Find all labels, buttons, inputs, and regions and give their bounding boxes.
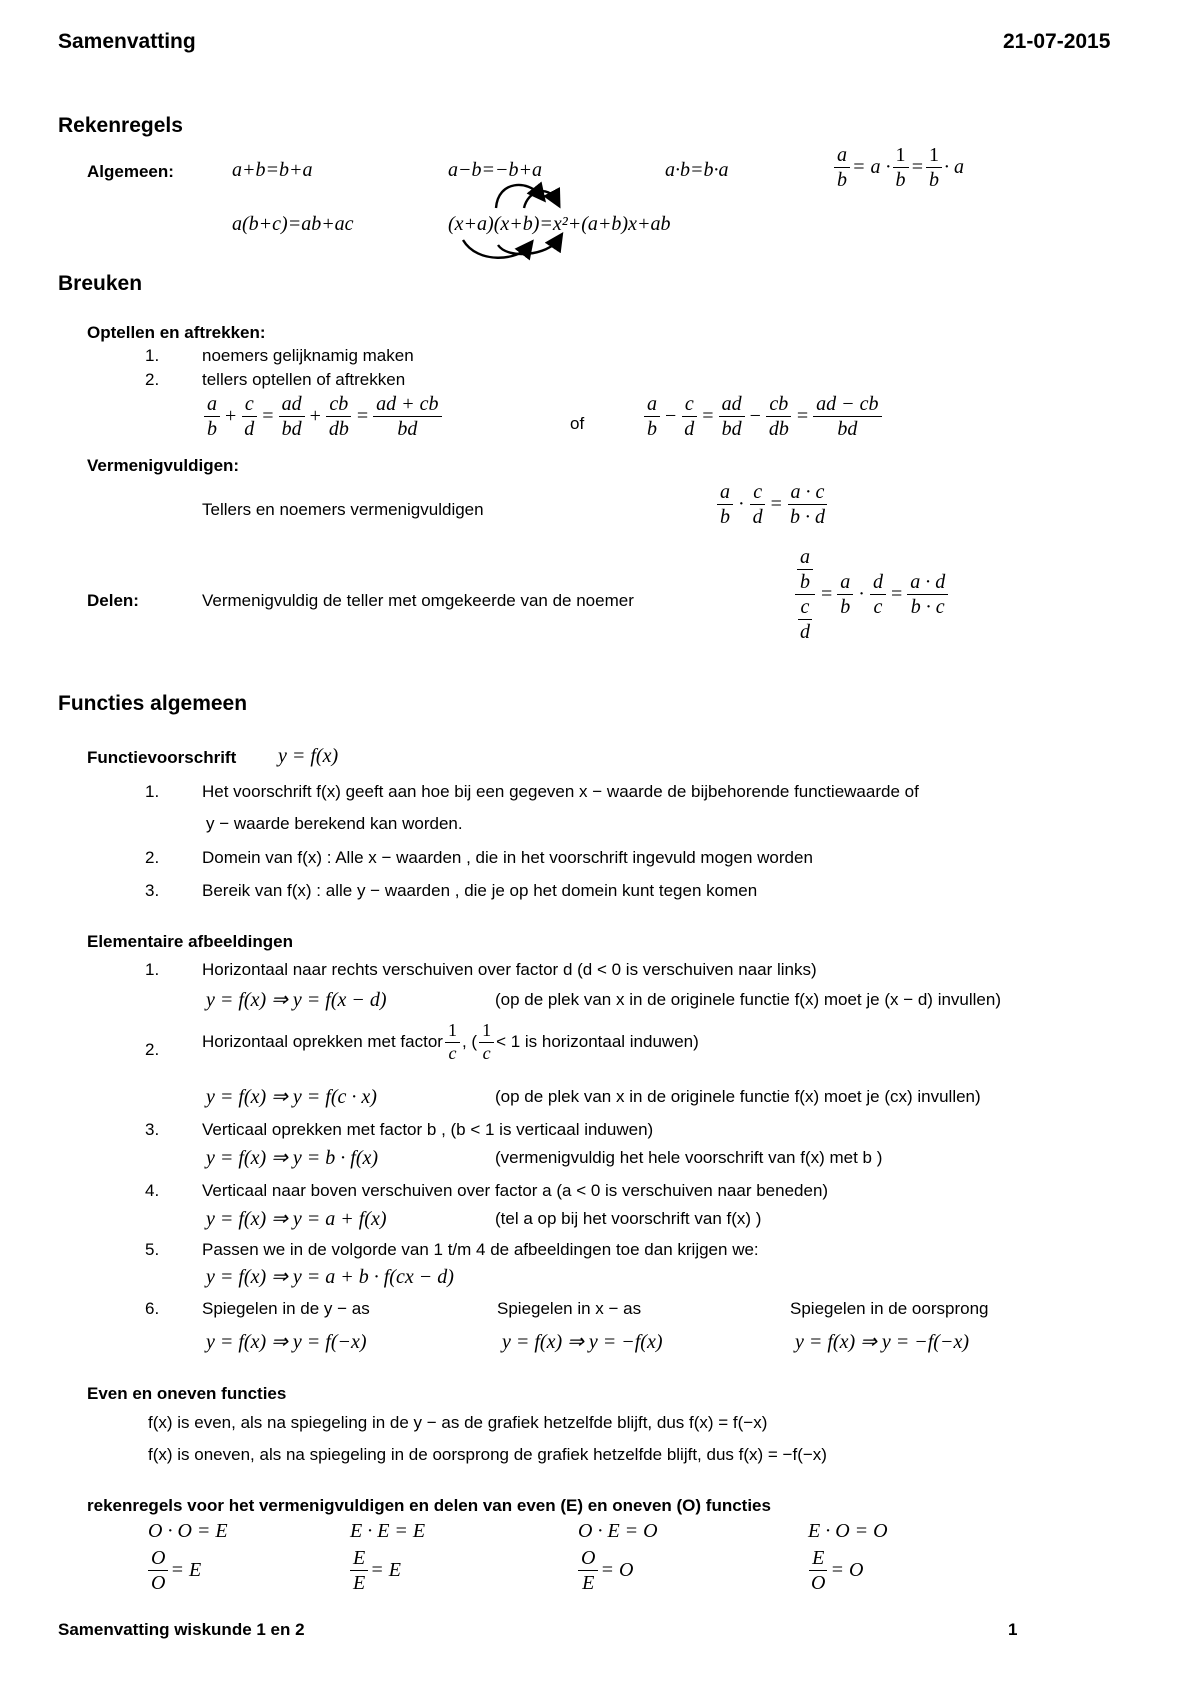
voorschrift-item-number-2: 2.: [145, 848, 160, 867]
afb-formula-2: y = f(x) ⇒ y = f(c · x): [206, 1086, 377, 1108]
step-number-2: 2.: [145, 370, 160, 389]
afb-text-3: Verticaal oprekken met factor b , (b < 1 is verticaal induwen): [202, 1120, 654, 1139]
vermenigvuldigen-text: Tellers en noemers vermenigvuldigen: [202, 500, 484, 519]
afb-text-6c: Spiegelen in de oorsprong: [790, 1299, 989, 1318]
of-label: of: [570, 414, 585, 433]
afb-text-1: Horizontaal naar rechts verschuiven over factor d (d < 0 is verschuiven naar links): [202, 960, 817, 979]
page-header-date: 21-07-2015: [1003, 30, 1111, 53]
voorschrift-item-text-3: Bereik van f(x) : alle y − waarden , die je op het domein kunt tegen komen: [202, 881, 758, 900]
afb-text-6b: Spiegelen in x − as: [497, 1299, 642, 1318]
eo-product-2: E · E = E: [350, 1520, 426, 1542]
afb-number-1: 1.: [145, 960, 160, 979]
afb-text-4: Verticaal naar boven verschuiven over factor a (a < 0 is verschuiven naar beneden): [202, 1181, 829, 1200]
afb-formula-5: y = f(x) ⇒ y = a + b · f(cx − d): [206, 1266, 454, 1288]
afbeeldingen-label: Elementaire afbeeldingen: [87, 932, 293, 951]
delen-text: Vermenigvuldig de teller met omgekeerde van de noemer: [202, 591, 634, 610]
section-title-rekenregels: Rekenregels: [58, 114, 183, 137]
formula-fraction-multiply: $\frac{a}{b}$ · $\frac{c}{d}$ = $\frac{a \cdot c}{b \cdot d}$: [715, 480, 830, 529]
afb-number-2: 2.: [145, 1040, 160, 1059]
afb-number-4: 4.: [145, 1181, 160, 1200]
afb-note-3: (vermenigvuldig het hele voorschrift van f(x) met b ): [495, 1148, 883, 1167]
page-header-title: Samenvatting: [58, 30, 196, 53]
eo-product-1: O · O = E: [148, 1520, 228, 1542]
voorschrift-item-text-2: Domein van f(x) : Alle x − waarden , die in het voorschrift ingevuld mogen worden: [202, 848, 813, 867]
voorschrift-item-text-1: Het voorschrift f(x) geeft aan hoe bij een gegeven x − waarde de bijbehorende functiewaarde of: [202, 782, 919, 801]
afb-formula-3: y = f(x) ⇒ y = b · f(x): [206, 1147, 379, 1169]
afb-formula-6b: y = f(x) ⇒ y = −f(x): [502, 1331, 663, 1353]
afb-number-5: 5.: [145, 1240, 160, 1259]
delen-label: Delen:: [87, 591, 139, 610]
eo-product-3: O · E = O: [578, 1520, 658, 1542]
even-line: f(x) is even, als na spiegeling in de y − as de grafiek hetzelfde blijft, dus f(x) = f(−x): [148, 1413, 768, 1432]
voorschrift-item-text-1b: y − waarde berekend kan worden.: [206, 814, 463, 833]
page-footer-title: Samenvatting wiskunde 1 en 2: [58, 1620, 305, 1639]
afb-note-2: (op de plek van x in de originele functie f(x) moet je (cx) invullen): [495, 1087, 981, 1106]
voorschrift-item-number-3: 3.: [145, 881, 160, 900]
step-number-1: 1.: [145, 346, 160, 365]
eo-quotient-4: $\frac{E}{O}$ = O: [811, 1547, 864, 1594]
formula-commutative-add: a+b=b+a: [232, 159, 313, 181]
afb-note-4: (tel a op bij het voorschrift van f(x) ): [495, 1209, 762, 1228]
formula-fraction-add: $\frac{a}{b}$ + $\frac{c}{d}$ = $\frac{ad}{bd}$ + $\frac{cb}{db}$ = $\frac{ad + cb}{bd}$: [202, 392, 444, 441]
functievoorschrift-formula: y = f(x): [278, 745, 339, 767]
formula-fraction-divide: $\frac{\frac{a}{b}}{\frac{c}{d}}$ = $\frac{a}{b}$ · $\frac{d}{c}$ = $\frac{a \cdot d}{b \cdot c}$: [792, 545, 950, 644]
section-title-functies: Functies algemeen: [58, 692, 248, 715]
afb-number-3: 3.: [145, 1120, 160, 1139]
formula-fraction-rule: $\frac{a}{b}$ = a · $\frac{1}{b}$ = $\frac{1}{b}$ · a: [832, 143, 964, 192]
oneven-line: f(x) is oneven, als na spiegeling in de oorsprong de grafiek hetzelfde blijft, dus f(x) = −f(−x): [148, 1445, 827, 1464]
algemeen-label: Algemeen:: [87, 162, 174, 181]
formula-subtraction: a−b=−b+a: [448, 159, 542, 181]
formula-commutative-mult: a·b=b·a: [665, 159, 729, 181]
afb-formula-6a: y = f(x) ⇒ y = f(−x): [206, 1331, 367, 1353]
step-text-1: noemers gelijknamig maken: [202, 346, 414, 365]
section-title-breuken: Breuken: [58, 272, 143, 295]
eo-quotient-2: $\frac{E}{E}$ = E: [348, 1546, 401, 1595]
vermenigvuldigen-label: Vermenigvuldigen:: [87, 456, 240, 475]
optellen-label: Optellen en aftrekken:: [87, 323, 266, 342]
afb-text-2: Horizontaal oprekken met factor $\frac{1}{c}$ , ( $\frac{1}{c}$ < 1 is horizontaal induwen): [202, 1020, 699, 1063]
voorschrift-item-number-1: 1.: [145, 782, 160, 801]
formula-binomial: (x+a)(x+b)=x²+(a+b)x+ab: [448, 213, 671, 235]
afb-formula-1: y = f(x) ⇒ y = f(x − d): [206, 989, 387, 1011]
step-text-2: tellers optellen of aftrekken: [202, 370, 406, 389]
afb-text-6a: Spiegelen in de y − as: [202, 1299, 370, 1318]
functievoorschrift-label: Functievoorschrift: [87, 748, 237, 767]
eo-quotient-1: $\frac{O}{O}$ = E: [146, 1546, 201, 1595]
eo-quotient-3: $\frac{O}{E}$ = O: [576, 1546, 633, 1595]
eo-product-4: E · O = O: [808, 1520, 888, 1542]
afb-formula-4: y = f(x) ⇒ y = a + f(x): [206, 1208, 387, 1230]
binomial-arrows-icon: [448, 175, 588, 265]
afb-text-5: Passen we in de volgorde van 1 t/m 4 de afbeeldingen toe dan krijgen we:: [202, 1240, 759, 1259]
even-oneven-label: Even en oneven functies: [87, 1384, 287, 1403]
afb-number-6: 6.: [145, 1299, 160, 1318]
formula-distributive: a(b+c)=ab+ac: [232, 213, 354, 235]
formula-fraction-subtract: $\frac{a}{b}$ − $\frac{c}{d}$ = $\frac{ad}{bd}$ − $\frac{cb}{db}$ = $\frac{ad - cb}{bd}$: [642, 392, 884, 441]
eo-rules-label: rekenregels voor het vermenigvuldigen en delen van even (E) en oneven (O) functies: [87, 1496, 771, 1515]
page-number: 1: [1008, 1620, 1018, 1639]
afb-note-1: (op de plek van x in de originele functie f(x) moet je (x − d) invullen): [495, 990, 1001, 1009]
afb-formula-6c: y = f(x) ⇒ y = −f(−x): [795, 1331, 970, 1353]
